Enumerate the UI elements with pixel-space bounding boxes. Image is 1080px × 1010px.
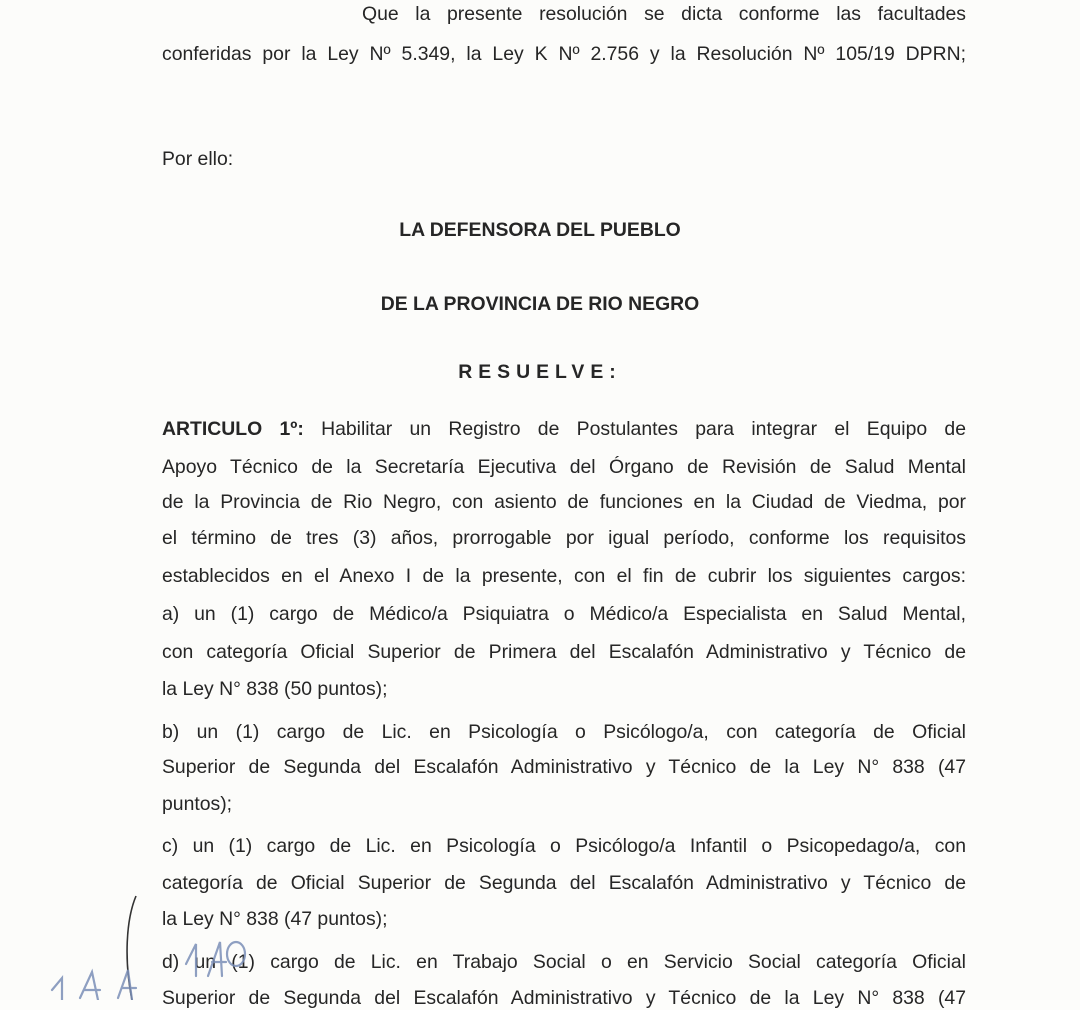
margin-bracket-stroke <box>127 896 136 1000</box>
articulo-1-line-2: Apoyo Técnico de la Secretaría Ejecutiva del Órgano de Revisión de Salud Mental <box>162 456 966 478</box>
item-a-line-1: a) un (1) cargo de Médico/a Psiquiatra o Médico/a Especialista en Salud Mental, <box>162 603 966 625</box>
item-a-line-2: con categoría Oficial Superior de Primera del Escalafón Administrativo y Técnico de <box>162 641 966 663</box>
articulo-1-line-5: establecidos en el Anexo I de la presente, con el fin de cubrir los siguientes cargos: <box>162 565 966 587</box>
heading-resuelve: RESUELVE: <box>458 361 622 383</box>
item-b-line-1: b) un (1) cargo de Lic. en Psicología o Psicólogo/a, con categoría de Oficial <box>162 721 966 743</box>
por-ello-label: Por ello: <box>162 148 234 170</box>
item-b-line-3: puntos); <box>162 793 233 815</box>
intro-line-2: conferidas por la Ley Nº 5.349, la Ley K Nº 2.756 y la Resolución Nº 105/19 DPRN; <box>162 43 966 65</box>
item-a-line-3: la Ley N° 838 (50 puntos); <box>162 678 388 700</box>
intro-line-1: Que la presente resolución se dicta conforme las facultades <box>362 3 966 25</box>
articulo-1-label: ARTICULO 1º: <box>162 418 304 440</box>
articulo-1-line-4: el término de tres (3) años, prorrogable por igual período, conforme los requisitos <box>162 527 966 549</box>
item-c-line-2: categoría de Oficial Superior de Segunda del Escalafón Administrativo y Técnico de <box>162 872 966 894</box>
heading-provincia: DE LA PROVINCIA DE RIO NEGRO <box>380 293 700 315</box>
item-d-line-1: d) un (1) cargo de Lic. en Trabajo Social o en Servicio Social categoría Oficial <box>162 951 966 973</box>
articulo-1-text: Habilitar un Registro de Postulantes para integrar el Equipo de <box>303 418 966 440</box>
articulo-1-line-3: de la Provincia de Rio Negro, con asiento de funciones en la Ciudad de Viedma, por <box>162 491 966 513</box>
item-c-line-1: c) un (1) cargo de Lic. en Psicología o Psicólogo/a Infantil o Psicopedago/a, con <box>162 835 966 857</box>
item-c-line-3: la Ley N° 838 (47 puntos); <box>162 908 388 930</box>
item-d-line-2: Superior de Segunda del Escalafón Administrativo y Técnico de la Ley N° 838 (47 <box>162 987 966 1009</box>
item-b-line-2: Superior de Segunda del Escalafón Administrativo y Técnico de la Ley N° 838 (47 <box>162 756 966 778</box>
heading-defensora: LA DEFENSORA DEL PUEBLO <box>399 219 681 241</box>
articulo-1-line-1 <box>162 417 966 441</box>
